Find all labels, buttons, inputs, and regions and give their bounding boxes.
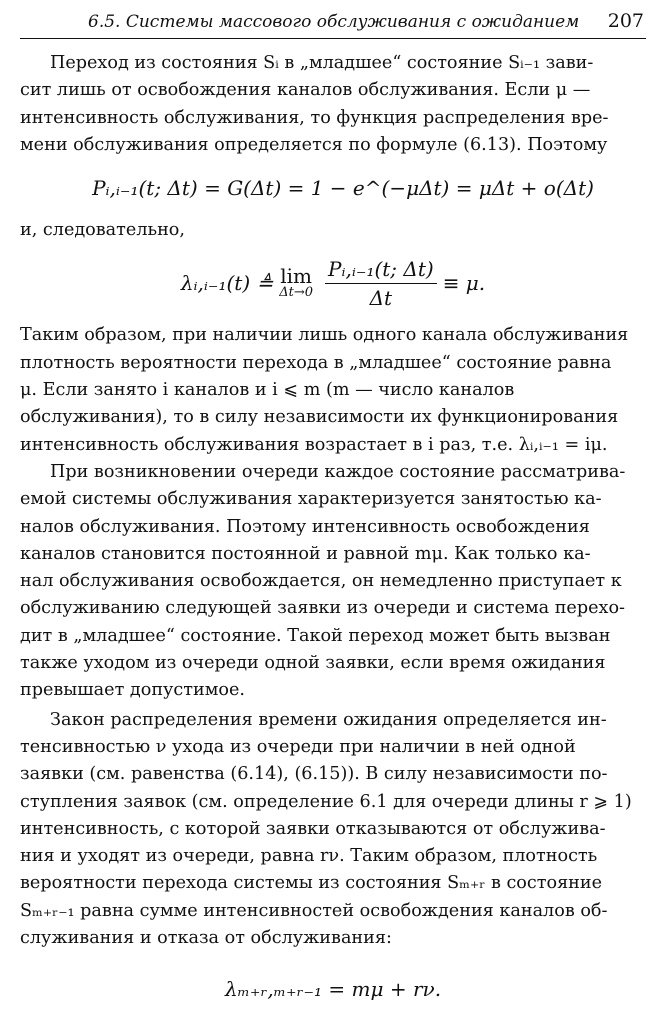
text-line: Переход из состояния Sᵢ в „младшее“ состояние Sᵢ₋₁ зави- <box>50 53 594 73</box>
page-number: 207 <box>607 10 644 32</box>
limit-operator <box>279 266 313 300</box>
text-line: и, следовательно, <box>20 220 185 241</box>
paragraph-4 <box>20 707 646 953</box>
formula-queue-transition-intensity: λₘ₊ᵣ,ₘ₊ᵣ₋₁ = mμ + rν. <box>224 977 442 1002</box>
text-line: тенсивностью ν ухода из очереди при наличии в ней одной <box>20 736 576 757</box>
limit-word: lim <box>280 264 313 289</box>
paragraph-3 <box>20 459 646 705</box>
text-line: налов обслуживания. Поэтому интенсивность освобождения <box>20 516 590 537</box>
paragraph-2 <box>20 322 646 458</box>
text-line: Закон распределения времени ожидания определяется ин- <box>50 709 607 730</box>
text-line: сит лишь от освобождения каналов обслуживания. Если μ — <box>20 80 591 101</box>
text-line: дит в „младшее“ состояние. Такой переход может быть вызван <box>20 625 611 646</box>
text-line: мени обслуживания определяется по формуле (6.13). Поэтому <box>20 134 608 155</box>
page-body <box>20 50 646 1016</box>
text-line: ступления заявок (см. определение 6.1 для очереди длины r ⩾ 1) <box>20 791 632 812</box>
text-line: интенсивность обслуживания, то функция распределения вре- <box>20 107 609 128</box>
text-line: интенсивность, с которой заявки отказываются от обслужива- <box>20 818 606 839</box>
fraction-numerator: Pᵢ,ᵢ₋₁(t; Δt) <box>325 257 437 284</box>
fraction <box>325 257 437 310</box>
text-line: плотность вероятности перехода в „младшее“ состояние равна <box>20 352 612 373</box>
text-line: Sₘ₊ᵣ₋₁ равна сумме интенсивностей освобождения каналов об- <box>20 900 608 921</box>
formula-transition-intensity <box>20 244 646 322</box>
formula-rhs: ≡ μ. <box>442 271 486 296</box>
text-line: заявки (см. равенства (6.14), (6.15)). В силу независимости по- <box>20 764 608 785</box>
text-line: служивания и отказа от обслуживания: <box>20 928 392 949</box>
paragraph-1 <box>20 50 646 159</box>
text-line: При возникновении очереди каждое состояние рассматрива- <box>50 461 626 482</box>
text-line: интенсивность обслуживания возрастает в i раз, т.е. λᵢ,ᵢ₋₁ = iμ. <box>20 434 608 455</box>
text-line: превышает допустимое. <box>20 680 245 701</box>
text-line: вероятности перехода системы из состояния Sₘ₊ᵣ в состояние <box>20 873 603 894</box>
text-line: каналов становится постоянной и равной mμ. Как только ка- <box>20 543 591 564</box>
header-title: 6.5. Системы массового обслуживания с ожиданием <box>88 12 580 32</box>
text-line: Таким образом, при наличии лишь одного канала обслуживания <box>20 325 629 346</box>
text-line: обслуживания), то в силу независимости их функционирования <box>20 407 619 428</box>
formula-lhs: λᵢ,ᵢ₋₁(t) ≜ <box>180 271 274 296</box>
formula-transition-probability: Pᵢ,ᵢ₋₁(t; Δt) = G(Δt) = 1 − e^(−μΔt) = μΔt + o(Δt) <box>92 176 594 201</box>
text-line: ния и уходят из очереди, равна rν. Таким образом, плотность <box>20 846 598 867</box>
text-line: емой системы обслуживания характеризуется занятостью ка- <box>20 489 602 510</box>
text-line: обслуживанию следующей заявки из очереди и система перехо- <box>20 598 625 619</box>
running-header <box>20 10 646 39</box>
text-line: μ. Если занято i каналов и i ⩽ m (m — число каналов <box>20 380 515 401</box>
text-line: также уходом из очереди одной заявки, если время ожидания <box>20 653 606 674</box>
text-line: нал обслуживания освобождается, он немедленно приступает к <box>20 571 622 592</box>
limit-subscript: Δt→0 <box>279 285 314 301</box>
fraction-denominator: Δt <box>369 285 393 310</box>
